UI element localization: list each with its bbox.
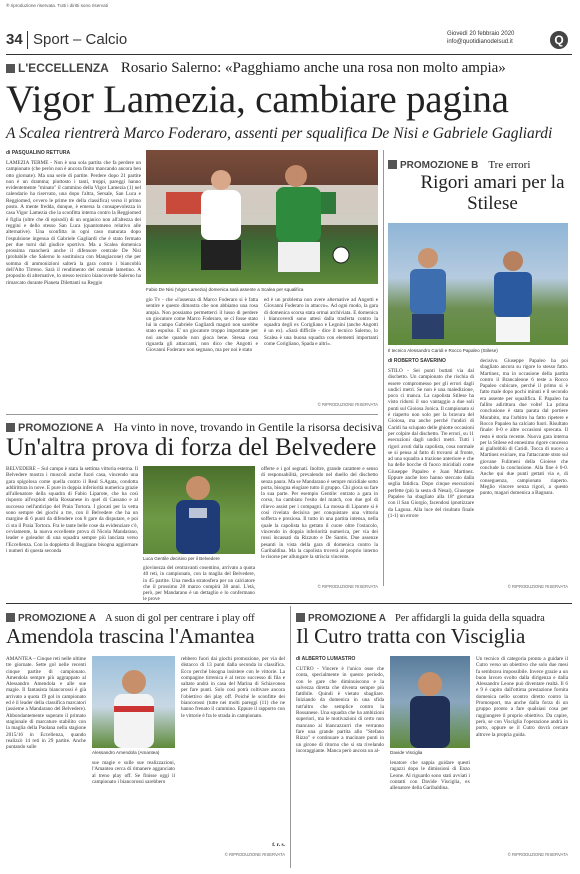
bl-column-2: sue magie e sulle sue realizzazioni, l'Amantea cerca di rimanere agganciato al treno play off. Se finisse oggi il campionato i biancorossi sarebbero (92, 760, 175, 785)
mid-column-3: offerte e i gol segnati. Inoltre, grande carattere e senso di responsabilità, prevalendo nel duello del dischetto senza paura. Ma se Mandarano è sempre micidiale sotto porta, bisogna elogiare tutto il gruppo. Chi gioca su fare la sua parte. Per esempio Gentile: entrato a gara in corso, ha cambiato l'esito del match, con due gol di rilievo assist per i compagni. La mossa di Liparote si è così rivelata decisiva per conquistare una vittoria sofferta e preziosa. Il tutto in una partita intensa, nella quale la capolista ha gettato il cuore oltre l'ostacolo, vincendo in doppia inferiorità numerica, per via dei rossi incassati da Rizzuto e De Santis. Due assenze pesanti in vista della gara di domenica contro la Garibaldina. Ma la capolista troverà al proprio interno le risorse per allungare la striscia vincente. (261, 466, 378, 561)
br-photo-caption: Davide Visciglia (390, 750, 423, 755)
mid-column-2: giovinezza del centravanti cosentino, arrivato a quota 40 reti, in campionato, con la maglia del Belvedere, in 45 partite. Una media stratosfera per un calciatore che il prossimo 28 marzo compirà 38 anni. L'età, però, per Mandarano è un dettaglio e lo confermano le prove (143, 565, 255, 603)
mid-top-rule (6, 414, 378, 415)
section-title: Sport – Calcio (33, 31, 128, 48)
kicker-square-icon (296, 613, 305, 622)
bl-rip: © RIPRODUZIONE RISERVATA (224, 852, 285, 857)
br-column-3: Un tecnico di categoria pronto a guidare il Cutro verso un obiettivo che solo due mesi fa sembrava impossibile. Invece grazie a un buon lavoro svolto dalla dirigenza e dalla Alessandro Leone può diventare realtà. Il 6 e 9 è capito dall'ottima prestazione fornita domenica nello scontro diretto contro la Promosport, ma anche dalla forza di un gruppo pronto a fare qualsiasi cosa per raggiungere il proprio obiettivo. Da capire, però, se con Visciglia l'operazione andrà in porto, oppure se il Cutro dovrà cercare altrove la propria guida. (476, 656, 568, 738)
br-kicker-note: Per affidargli la guida della squadra (394, 613, 545, 624)
bl-photo-caption: Alessandro Amendola (Amantea) (92, 750, 160, 755)
newspaper-logo: Q (550, 31, 568, 49)
side-byline: di ROBERTO SAVERINO (388, 358, 446, 364)
main-column-3: ed è un problema non avere alternative ad Angotti e Giovanni Foderaro in attacco». Ad ogni modo, la gara di domenica scorsa stata ormai archiviata. E domenica i biancoverdi sono attesi dalla trasferta contro la squadra degli ex Corigliano e Legnini (anche Angotti è un ex). «Sarà difficile - dice il tecnico Salerno, lo Scalea è una buona squadra con elementi importanti come Corigliano, Spada e altri». (264, 297, 378, 348)
main-column-2: gio Tv - che «l'assenza di Marco Foderaro si è fatta sentire e questo dimostra che non abbiamo una rosa ampia. Non possiamo permetterci il lusso di perdere un giocatore come Marco Foderaro, se ci fosse stato lui in campo Gabriele Gagliardi magari non sarebbe stato espulso. E' un giocatore troppo importante per noi anche quando non gioca bene. Stessa cosa riguarda gli attaccanti, non dico che Angotti e Giovanni Foderaro non segnano, ma per noi è stato (146, 297, 258, 354)
kicker-square-icon (6, 423, 15, 432)
br-title: Il Cutro tratta con Visciglia (296, 624, 526, 648)
bl-title: Amendola trascina l'Amantea (6, 624, 255, 648)
header-divider (27, 31, 28, 49)
mid-column-1: BELVEDERE – Sul campo è stata la settima vittoria esterna. Il Belvedere mostra i muscoli anche fuori casa, vincendo una gara spigolosa come quella contro il Real S.Agata, condotta addirittura in nove. E pure in doppia inferiorità numerica grazie all'allenatore della squadra di Fabio Liparote, che ha così risposto all'exploit della Rossanese in quel di Cassano e al successo nell'anticipo del Praia Tortora. I giocati per la vetta sono sempre dei giochi a tre, con il Belvedere che ha un margine di 6 punti da difendere con 8 gare da disputare, e poi ci sta il Praia Tortora. Fra le tante belle cose da evidenziare c'è, ovviamente, la nuova eccellente prova di Nicola Mandarano, leader e goleador di una squadra sempre più lanciata verso l'Eccellenza. Con la doppietta di Boggiano bisogna aggiornare i numeri di questa seconda (6, 466, 138, 554)
header-email: info@quotidianodelsud.it (447, 39, 513, 45)
br-rip: © RIPRODUZIONE RISERVATA (507, 852, 568, 857)
main-kicker: L'ECCELLENZA (18, 61, 109, 75)
side-divider (383, 150, 384, 586)
main-rip: © RIPRODUZIONE RISERVATA (317, 402, 378, 407)
mid-photo-caption: Luca Gentile decisivo per il Belvedere (143, 556, 220, 561)
mid-rip: © RIPRODUZIONE RISERVATA (317, 584, 378, 589)
mid-photo (143, 466, 255, 554)
side-column-2: decisivo. Giuseppe Papaleo ha poi sbagliato ancora su rigore lo stesso fatto. Martinez, ma in occasione della partita contro il Brancaleone 6 teste a Rocco Papaleo cubicare, perché il primo si è fatto male dopo pochi minuti e il secondo era assente per squalifica. E Papaleo ha fallito adirittura due volte! La prima conclusione è stata parata dal portiere Morabito, ma l'arbitro ha fatto ripetere e Rocco Papaleo ha calciato fuori. Risultato finale: 0-0 e altre occasioni sprecata. Il resto è storia recente. Nuova gara interna per la Stilese ed ennesimo rigore concesso ai giallobblù di Caridi. Tocca di nuovo a Martinez esiciare, ma l'attaccante ststo sul giovane Fulimeni della Gioiese che conclude la conclusione. Alla fine è 0-0. Anche qui due punti gettati via e, di conseguenza, campionato riaperto. Meglio vincere senza rigori, a questo punto, magari domenica a Bagnara. (480, 358, 568, 497)
side-photo-caption: Il tecnico Alessandro Caridi e Rocco Papaleo (Stilese) (388, 348, 498, 353)
header-rule (6, 54, 572, 55)
bl-signature: f. r. s. (272, 842, 285, 848)
main-subtitle: A Scalea rientrerà Marco Foderaro, assenti per squalifica De Nisi e Gabriele Gagliardi (6, 125, 553, 142)
bl-photo (92, 656, 175, 748)
header-date: Giovedì 20 febbraio 2020 (447, 31, 515, 37)
main-column-1: LAMEZIA TERME - Non è una sola partita che fa perdere un campionato (che peròn non è ancora finito mancando ancora ben otto giornate). Ma una serie di partite. Perdere dopo 21 partite non è un dramma; piuttosto i tanti, troppi, pareggi hanno evidentemente "minato" il cammino della Vigor Lamezia (1) nel calendario ha riservato, una dopo l'altra, Sersale, San Luca e Reggiomed, ovvero le prime tre della classifica) verso il primo posto. A mente fredda, dunque, è emersa la consapevolezza in casa Vigor Lamezia che la sconfitta interna contro la Reggiomed è figlia (oltre che di episodi) di un organico non all'altezza dei reggini e dello stesso San Luca (quantomeno relativo alle alternative). Una sconfitta in ogni caso maturata dopo l'espulsione ingenua di Gabriele Gagliardi che è stato fermato per due turni dal giudice sportivo. Ma a Scalea domenica prossima mancherà anche il difensore centrale De Nisi (probabile che Salerno lo sostituisca con Mangiacone) che per somma di ammonizioni salterà la gara contro i biancoblù dell'Alto Tirreno. Sarà il rendimento del centrale lametino. A proposito di alternative, lo stesso tecnico biancoverde Salerno ha rimarcato durante Pianeta Dilettanti su Reggio (6, 160, 141, 286)
kicker-square-icon (388, 160, 397, 169)
mid-kicker: PROMOZIONE A (18, 422, 104, 434)
mid-title: Un'altra prova di forza del Belvedere (6, 434, 377, 461)
main-kicker-line (6, 59, 572, 77)
kicker-square-icon (6, 64, 15, 73)
side-title: Rigori amari per la Stilese (420, 172, 565, 214)
page-number: 34 (6, 31, 23, 48)
side-column-1: STILO - Sei punti buttati via dal dischetto. Un campionato che rischia di essere compromesso per gli errori dagli undici metri. Se non è una maledizione, poco ci manca. La capolista Stilese ha visto ridursi il suo vantaggio a due soli punti sul Gioiosa Jonica. Il campionato si è riaperto non solo per la bravura del Gioiosa, ma anche perché l'undici di Caridi ha sciupato delle ghiotte occasioni per colpire dal dischetto. Tre errori, su 11 esecuzioni dagli undici metri. Tutti i rigori avuti dalla capolista, cosa normale se si pensa al fatto di trovarsi al fronte, ad una squadra a trazione anteriore e che ha delle bocche di fuoco micidiali come Giuseppe Papaleo e Juan Martinez. Eppure anche loro hanno steccato dalla seglia fatidica. Dopo cinque esecuzioni perfette (più la sesta di Nesai), Giuseppe Papaleo ha sbagliato alla 18ª giornata con il San Giorgio, facendosi ipnotizzare da Laguna. Alla luce del risultato finale (1-1) un errore (388, 368, 475, 519)
side-kicker-line (388, 155, 530, 173)
main-photo (146, 150, 378, 284)
br-kicker: PROMOZIONE A (308, 613, 386, 624)
bl-column-1: AMANTEA – Cinque reti nelle ultime tre giornate. Sette gol nelle recenti cinque partite di campionato. Amendola sempre più aggrappato al Alessandro Amendola e alle sue magie. Il fantasista biancorossi è già arrivato a quota 19 gol in campionato ed è il leader della classifica marcatori (assieme a Mandarano del Belvedere). Abbondantemente superato il primato stagionale di marcature stabilito con la maglia della Paolana nella stagione 2015/16 in Eccellenza, quando realizzò 14 reti in 29 partite. Anche puntando sulle (6, 656, 86, 751)
main-quote: Rosario Salerno: «Pagghiamo anche una rosa non molto ampia» (120, 60, 506, 76)
main-title: Vigor Lamezia, cambiare pagina (6, 78, 509, 121)
br-byline: di ALBERTO LUMASTRO (296, 656, 356, 662)
bottom-divider (290, 606, 291, 868)
main-byline: di PASQUALINO RETTURA (6, 150, 71, 156)
side-kicker-note: Tre errori (488, 159, 531, 171)
side-photo (388, 223, 568, 345)
side-kicker: PROMOZIONE B (400, 160, 479, 171)
main-photo-caption: Fabio De Nisi (Vigor Lamezia) domenica sarà assente a Scalea per squalifica (146, 287, 304, 292)
bl-column-3: rebbero fuori dai giochi promozione, per via del distacco di 13 punti dalla seconda in classifica. Ecco perché bisogna insistere con le vittorie. La compagine tirrenica è al terzo successo di fila e saltato andrà in casa del Marina di Schiavonea per fare punti. Solo così potrà coltivare ancora l'obiettivo dei play off. Poiché le sconfitte dei biancorossi (tutte nei molti pareggi (11) che ne hanno frenato il cammino. Eppure il rapporto con le vittorie è fra le strada in campionato. (181, 656, 285, 719)
mid-kicker-note: Ha vinto in nove, trovando in Gentile la risorsa decisiva (113, 420, 383, 434)
bl-kicker-note: A suon di gol per centrare i play off (104, 613, 255, 624)
br-column-1: CUTRO - Vincere è l'unico osse che conta, specialmente in questo periodo, con le gare che diminuiscono e la salvezza diretta che diventa sempre più fattibile. Quindi è vietato sbagliare. Iniziando da domenica in una sfida tutt'altro che semplice contro la Rossanese. Una squadra che ha ambizioni superiori, ma le motivazioni di certo non mancano ai biancazzurri che verranno fare una grande partita allo "Stefano Rizzo" e continuare a macinare punti in un girone di ritorno che si sta rivelando incoraggiante. Manca però ancora un al- (296, 666, 384, 754)
kicker-square-icon (6, 613, 15, 622)
br-column-2: lenatore che sappia guidare questi ragazzi dopo le dimissioni di Enzo Leone. Al riguardo sono stati avviati i contatti con Davide Visciglia, ex allenatore della Garibaldina. (390, 760, 470, 792)
side-rip: © RIPRODUZIONE RISERVATA (507, 584, 568, 589)
copyright-note: ® riproduzione riservata. Tutti i diritti sono riservati (6, 3, 108, 8)
br-photo (390, 656, 470, 748)
bottom-rule (6, 603, 572, 604)
bl-kicker: PROMOZIONE A (18, 613, 96, 624)
